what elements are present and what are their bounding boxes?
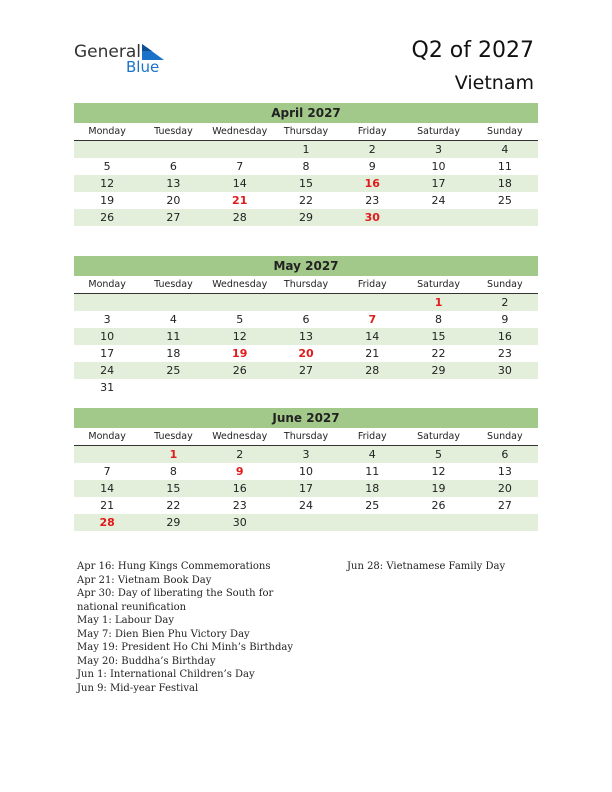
date-cell: 24: [431, 194, 446, 207]
date-cell: 17: [431, 177, 446, 190]
date-cell: 14: [232, 177, 247, 190]
holiday-date-cell: 21: [232, 194, 248, 207]
holiday-date-cell: 30: [364, 211, 380, 224]
week-row: [74, 379, 538, 396]
date-cell: 27: [166, 211, 181, 224]
holiday-notes-right: [347, 560, 547, 574]
date-cell: 17: [100, 347, 115, 360]
weekday-label: Wednesday: [212, 126, 268, 137]
date-cell: 13: [166, 177, 181, 190]
month-title: May 2027: [74, 256, 538, 276]
week-row: [74, 209, 538, 226]
week-row: [74, 497, 538, 514]
date-cell: 29: [431, 364, 446, 377]
date-cell: 15: [431, 330, 446, 343]
weekday-label: Friday: [357, 279, 387, 290]
week-row: [74, 446, 538, 463]
date-cell: [405, 379, 471, 396]
date-cell: 8: [435, 313, 443, 326]
date-cell: 25: [497, 194, 512, 207]
holiday-note: May 7: Dien Bien Phu Victory Day: [77, 628, 250, 640]
date-cell: 12: [431, 465, 446, 478]
date-cell: 19: [100, 194, 115, 207]
date-cell: 25: [365, 499, 380, 512]
date-cell: 9: [501, 313, 509, 326]
date-cell: [472, 209, 538, 226]
weekday-label: Friday: [357, 431, 387, 442]
date-cell: 25: [166, 364, 181, 377]
date-cell: [405, 514, 471, 531]
date-cell: 20: [166, 194, 181, 207]
date-cell: [207, 294, 273, 311]
date-cell: 7: [236, 160, 244, 173]
date-cell: 3: [302, 448, 310, 461]
date-cell: 21: [365, 347, 380, 360]
weekday-label: Sunday: [487, 431, 523, 442]
date-cell: [339, 379, 405, 396]
date-cell: 18: [365, 482, 380, 495]
weekday-label: Tuesday: [154, 126, 193, 137]
date-cell: 26: [232, 364, 247, 377]
date-cell: 11: [497, 160, 512, 173]
weekday-label: Sunday: [487, 126, 523, 137]
date-cell: 16: [232, 482, 247, 495]
date-cell: [273, 514, 339, 531]
date-cell: 10: [100, 330, 115, 343]
week-row: [74, 175, 538, 192]
date-cell: 22: [431, 347, 446, 360]
week-row: [74, 311, 538, 328]
date-cell: 27: [497, 499, 512, 512]
date-cell: 31: [100, 381, 115, 394]
date-cell: 10: [431, 160, 446, 173]
weekday-label: Wednesday: [212, 279, 268, 290]
date-cell: [405, 209, 471, 226]
calendar-june: [74, 408, 538, 531]
date-cell: 12: [100, 177, 115, 190]
weekday-label: Saturday: [417, 431, 460, 442]
week-row: [74, 192, 538, 209]
weekday-label: Monday: [88, 126, 126, 137]
date-cell: 19: [431, 482, 446, 495]
holiday-date-cell: 20: [298, 347, 314, 360]
date-cell: [207, 141, 273, 158]
date-cell: 3: [103, 313, 111, 326]
date-cell: 13: [298, 330, 313, 343]
date-cell: 4: [501, 143, 509, 156]
holiday-date-cell: 1: [434, 296, 443, 309]
date-cell: 6: [302, 313, 310, 326]
date-cell: 24: [100, 364, 115, 377]
date-cell: 22: [166, 499, 181, 512]
holiday-note: Jun 1: International Children’s Day: [77, 669, 255, 680]
date-cell: 29: [298, 211, 313, 224]
date-cell: 15: [298, 177, 313, 190]
date-cell: 8: [302, 160, 310, 173]
date-cell: [140, 294, 206, 311]
logo-text-general: General: [74, 42, 141, 62]
calendar-may: [74, 256, 538, 396]
weekday-label: Tuesday: [154, 279, 193, 290]
date-cell: 18: [497, 177, 512, 190]
weekday-label: Sunday: [487, 279, 523, 290]
date-cell: 4: [169, 313, 177, 326]
date-cell: 5: [103, 160, 111, 173]
holiday-date-cell: 19: [232, 347, 248, 360]
holiday-date-cell: 1: [169, 448, 178, 461]
date-cell: 2: [368, 143, 376, 156]
date-cell: [472, 379, 538, 396]
date-cell: 10: [298, 465, 313, 478]
date-cell: [74, 294, 140, 311]
weekday-label: Saturday: [417, 279, 460, 290]
week-row: [74, 480, 538, 497]
week-row: [74, 328, 538, 345]
date-cell: 26: [100, 211, 115, 224]
week-row: [74, 362, 538, 379]
weekday-label: Thursday: [283, 431, 329, 442]
holiday-note: May 1: Labour Day: [77, 615, 174, 626]
date-cell: 18: [166, 347, 181, 360]
date-cell: [339, 514, 405, 531]
holiday-note: May 20: Buddha’s Birthday: [77, 655, 216, 667]
week-row: [74, 345, 538, 362]
date-cell: 29: [166, 516, 181, 529]
date-cell: 23: [365, 194, 380, 207]
holiday-note: May 19: President Ho Chi Minh’s Birthday: [77, 642, 294, 653]
date-cell: 2: [236, 448, 244, 461]
holiday-note: Jun 28: Vietnamese Family Day: [347, 561, 506, 572]
holiday-date-cell: 28: [99, 516, 115, 529]
date-cell: 23: [232, 499, 247, 512]
weekday-label: Friday: [357, 126, 387, 137]
calendar-april: [74, 103, 538, 226]
date-cell: 22: [298, 194, 313, 207]
page-subtitle: Vietnam: [454, 72, 534, 94]
date-cell: [140, 141, 206, 158]
date-cell: 3: [435, 143, 443, 156]
month-title: June 2027: [74, 408, 538, 428]
date-cell: [273, 294, 339, 311]
date-cell: [472, 514, 538, 531]
date-cell: 4: [368, 448, 376, 461]
date-cell: 11: [365, 465, 380, 478]
date-cell: [140, 379, 206, 396]
month-title: April 2027: [74, 103, 538, 123]
page-title: Q2 of 2027: [411, 38, 534, 63]
holiday-note: Jun 9: Mid-year Festival: [77, 682, 199, 694]
date-cell: 21: [100, 499, 115, 512]
date-cell: 23: [497, 347, 512, 360]
date-cell: 30: [497, 364, 512, 377]
date-cell: 6: [501, 448, 509, 461]
week-row: [74, 158, 538, 175]
logo: [74, 40, 184, 80]
week-row: [74, 514, 538, 531]
weekday-header-row: [74, 276, 538, 294]
date-cell: 14: [100, 482, 115, 495]
holiday-date-cell: 16: [364, 177, 380, 190]
date-cell: 1: [302, 143, 310, 156]
date-cell: 17: [298, 482, 313, 495]
date-cell: 11: [166, 330, 181, 343]
week-row: [74, 141, 538, 158]
holiday-note: Apr 30: Day of liberating the South for national reunification: [77, 588, 274, 613]
holiday-date-cell: 7: [368, 313, 377, 326]
holiday-note: Apr 16: Hung Kings Commemorations: [77, 561, 271, 572]
week-row: [74, 463, 538, 480]
weekday-label: Thursday: [283, 126, 329, 137]
date-cell: [273, 379, 339, 396]
date-cell: 8: [169, 465, 177, 478]
weekday-label: Wednesday: [212, 431, 268, 442]
date-cell: [74, 446, 140, 463]
date-cell: 28: [232, 211, 247, 224]
date-cell: 5: [435, 448, 443, 461]
weekday-label: Monday: [88, 431, 126, 442]
date-cell: 12: [232, 330, 247, 343]
date-cell: 16: [497, 330, 512, 343]
date-cell: 9: [368, 160, 376, 173]
date-cell: 7: [103, 465, 111, 478]
date-cell: 14: [365, 330, 380, 343]
date-cell: 6: [169, 160, 177, 173]
week-row: [74, 294, 538, 311]
date-cell: 5: [236, 313, 244, 326]
weekday-header-row: [74, 428, 538, 446]
logo-text-blue: Blue: [126, 58, 160, 76]
date-cell: 2: [501, 296, 509, 309]
weekday-label: Tuesday: [154, 431, 193, 442]
date-cell: 13: [497, 465, 512, 478]
date-cell: [207, 379, 273, 396]
date-cell: 20: [497, 482, 512, 495]
date-cell: [339, 294, 405, 311]
holiday-date-cell: 9: [235, 465, 244, 478]
weekday-header-row: [74, 123, 538, 141]
date-cell: [74, 141, 140, 158]
holiday-note: Apr 21: Vietnam Book Day: [77, 574, 212, 586]
date-cell: 28: [365, 364, 380, 377]
date-cell: 26: [431, 499, 446, 512]
weekday-label: Saturday: [417, 126, 460, 137]
date-cell: 24: [298, 499, 313, 512]
date-cell: 30: [232, 516, 247, 529]
weekday-label: Monday: [88, 279, 126, 290]
date-cell: 27: [298, 364, 313, 377]
weekday-label: Thursday: [283, 279, 329, 290]
date-cell: 15: [166, 482, 181, 495]
holiday-notes-left: [77, 560, 317, 695]
